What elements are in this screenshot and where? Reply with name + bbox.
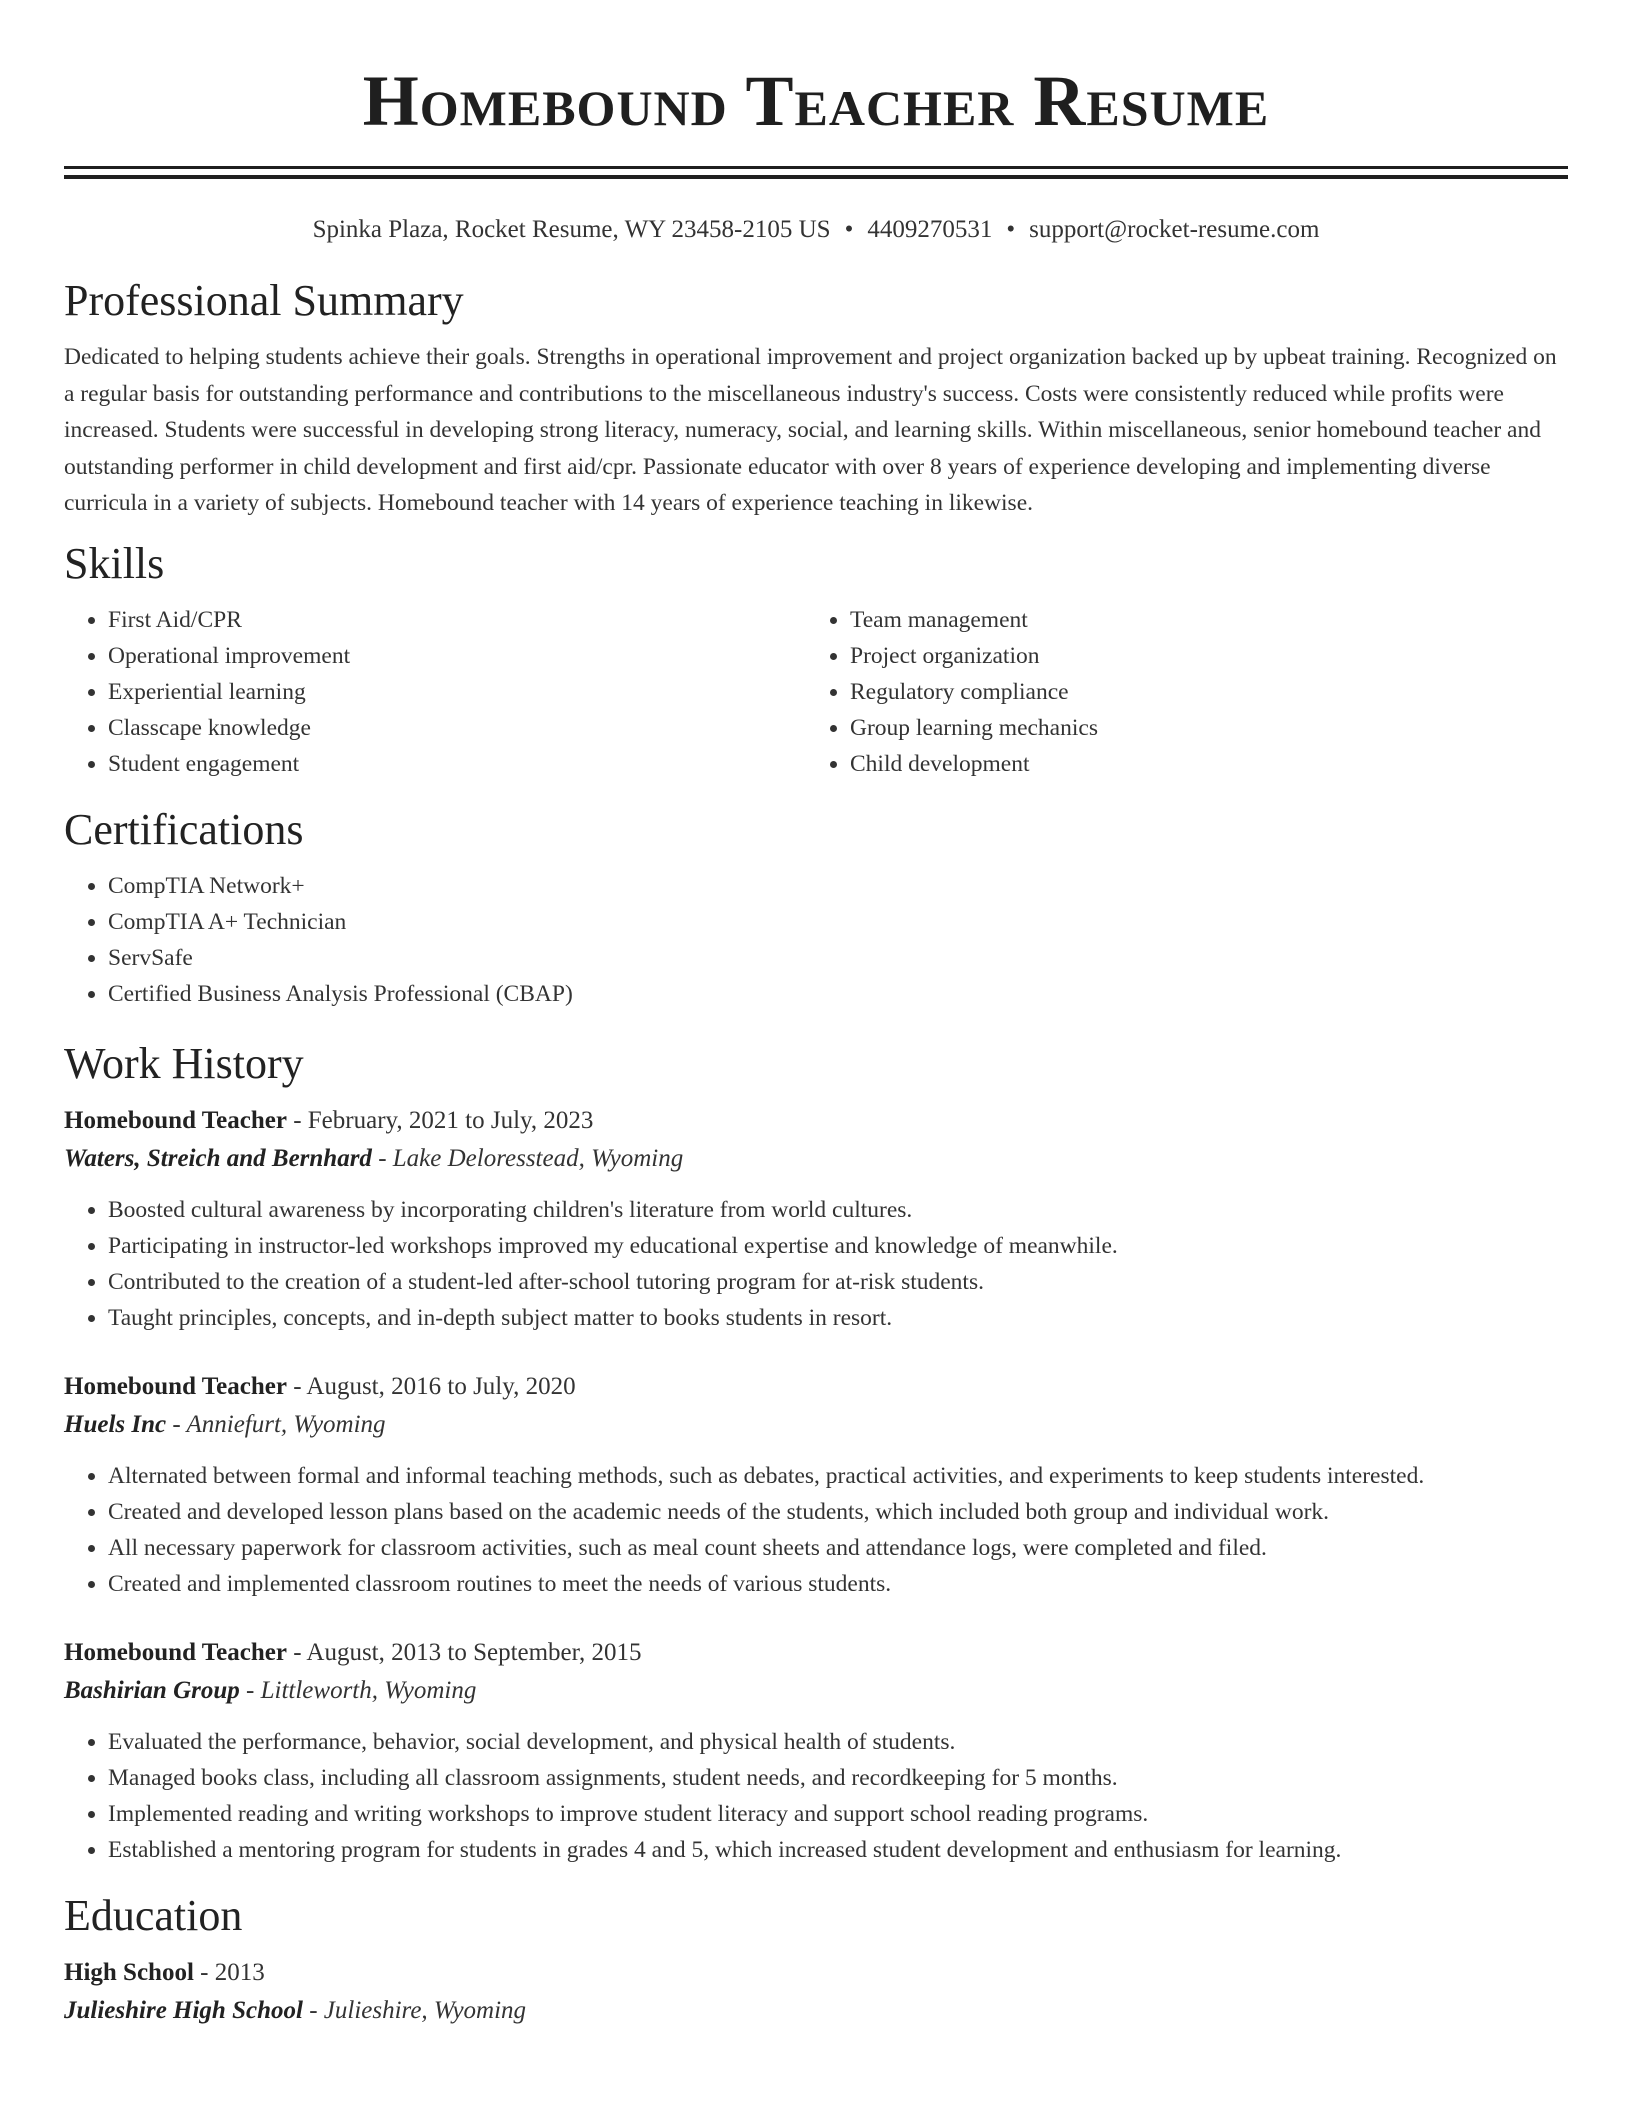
skill-item: • First Aid/CPR [108, 602, 806, 638]
skills-grid [64, 602, 1548, 782]
job-bullets [64, 1458, 1568, 1602]
job-bullets [64, 1192, 1568, 1336]
education-degree-line [64, 1954, 1568, 1992]
education-year: - 2013 [193, 1958, 265, 1986]
job-heading [64, 1368, 1568, 1406]
job-bullet: • Evaluated the performance, behavior, social development, and physical health of students. [108, 1724, 1568, 1760]
skill-item: • Team management [850, 602, 1548, 638]
contact-separator: • [844, 216, 854, 243]
skill-item: • Student engagement [108, 746, 806, 782]
job-org: Huels Inc [64, 1410, 167, 1438]
contact-phone: 4409270531 [867, 216, 993, 243]
job-bullet: • Participating in instructor-led workshops improved my educational expertise and knowledge of meanwhile. [108, 1228, 1568, 1264]
job-bullet: • Implemented reading and writing workshops to improve student literacy and support school reading programs. [108, 1796, 1568, 1832]
job-bullet: • Taught principles, concepts, and in-depth subject matter to books students in resort. [108, 1300, 1568, 1336]
skill-item: • Group learning mechanics [850, 710, 1548, 746]
job-location: - Littleworth, Wyoming [239, 1676, 477, 1704]
summary-text: Dedicated to helping students achieve their goals. Strengths in operational improvement and project organization backed up by upbeat training. Recognized on a regular basis for outstanding performance and contributions to the miscellaneous industry's success. Costs were consistently reduced while profits were increased. Students were successful in developing strong literacy, numeracy, social, and learning skills. Within miscellaneous, senior homebound teacher and outstanding performer in child development and first aid/cpr. Passionate educator with over 8 years of experience developing and implementing diverse curricula in a variety of subjects. Homebound teacher with 14 years of experience teaching in likewise. [64, 344, 1557, 516]
resume-page [64, 0, 1568, 2030]
education-school: Julieshire High School [64, 1996, 303, 2024]
education-school-line [64, 1992, 1568, 2030]
education-heading: Education [64, 1890, 243, 1940]
job-dates: - August, 2013 to September, 2015 [286, 1638, 642, 1666]
education-entry [64, 1954, 1568, 2030]
title-rule-top [64, 166, 1568, 169]
job-bullet: • Created and implemented classroom routines to meet the needs of various students. [108, 1566, 1568, 1602]
skill-item: • Operational improvement [108, 638, 806, 674]
job-employer [64, 1406, 1568, 1444]
job-org: Waters, Streich and Bernhard [64, 1144, 372, 1172]
job-dates: - February, 2021 to July, 2023 [286, 1106, 594, 1134]
education-degree: High School [64, 1958, 194, 1986]
job-dates: - August, 2016 to July, 2020 [286, 1372, 576, 1400]
education-location: - Julieshire, Wyoming [302, 1996, 527, 2024]
job-entry [64, 1102, 1568, 1336]
contact-line [64, 215, 1568, 245]
job-bullet: • Established a mentoring program for students in grades 4 and 5, which increased student development and enthusiasm for learning. [108, 1832, 1568, 1868]
job-bullet: • Created and developed lesson plans based on the academic needs of the students, which included both group and individual work. [108, 1494, 1568, 1530]
skills-list-left [64, 602, 806, 782]
contact-address: Spinka Plaza, Rocket Resume, WY 23458-2105 US [312, 216, 831, 243]
job-bullet: • Contributed to the creation of a student-led after-school tutoring program for at-risk students. [108, 1264, 1568, 1300]
title-rule-bottom [64, 175, 1568, 179]
certifications-heading: Certifications [64, 804, 304, 854]
skill-item: • Child development [850, 746, 1548, 782]
job-bullet: • Alternated between formal and informal teaching methods, such as debates, practical activities, and experiments to keep students interested. [108, 1458, 1568, 1494]
contact-separator: • [1006, 216, 1016, 243]
job-bullet: • Managed books class, including all classroom assignments, student needs, and recordkeeping for 5 months. [108, 1760, 1568, 1796]
skill-item: • Experiential learning [108, 674, 806, 710]
job-employer [64, 1672, 1568, 1710]
certification-item: • CompTIA A+ Technician [108, 904, 1568, 940]
skills-list-right [806, 602, 1548, 782]
resume-title: Homebound Teacher Resume [362, 61, 1270, 141]
skill-item: • Classcape knowledge [108, 710, 806, 746]
certification-item: • CompTIA Network+ [108, 868, 1568, 904]
job-entry [64, 1634, 1568, 1868]
job-heading [64, 1634, 1568, 1672]
skill-item: • Regulatory compliance [850, 674, 1548, 710]
job-bullet: • All necessary paperwork for classroom activities, such as meal count sheets and attendance logs, were completed and filed. [108, 1530, 1568, 1566]
skill-item: • Project organization [850, 638, 1548, 674]
certification-item: • ServSafe [108, 940, 1568, 976]
job-role: Homebound Teacher [64, 1638, 287, 1666]
contact-email: support@rocket-resume.com [1029, 216, 1320, 243]
job-bullets [64, 1724, 1568, 1868]
work-heading: Work History [64, 1038, 304, 1088]
job-heading [64, 1102, 1568, 1140]
job-role: Homebound Teacher [64, 1106, 287, 1134]
skills-heading: Skills [64, 538, 165, 588]
certifications-list [64, 868, 1568, 1012]
summary-heading: Professional Summary [64, 276, 464, 325]
job-bullet: • Boosted cultural awareness by incorporating children's literature from world cultures. [108, 1192, 1568, 1228]
job-location: - Anniefurt, Wyoming [166, 1410, 386, 1438]
job-role: Homebound Teacher [64, 1372, 287, 1400]
job-employer [64, 1140, 1568, 1178]
job-entry [64, 1368, 1568, 1602]
job-org: Bashirian Group [64, 1676, 240, 1704]
job-location: - Lake Deloresstead, Wyoming [371, 1144, 684, 1172]
certification-item: • Certified Business Analysis Professional (CBAP) [108, 976, 1568, 1012]
